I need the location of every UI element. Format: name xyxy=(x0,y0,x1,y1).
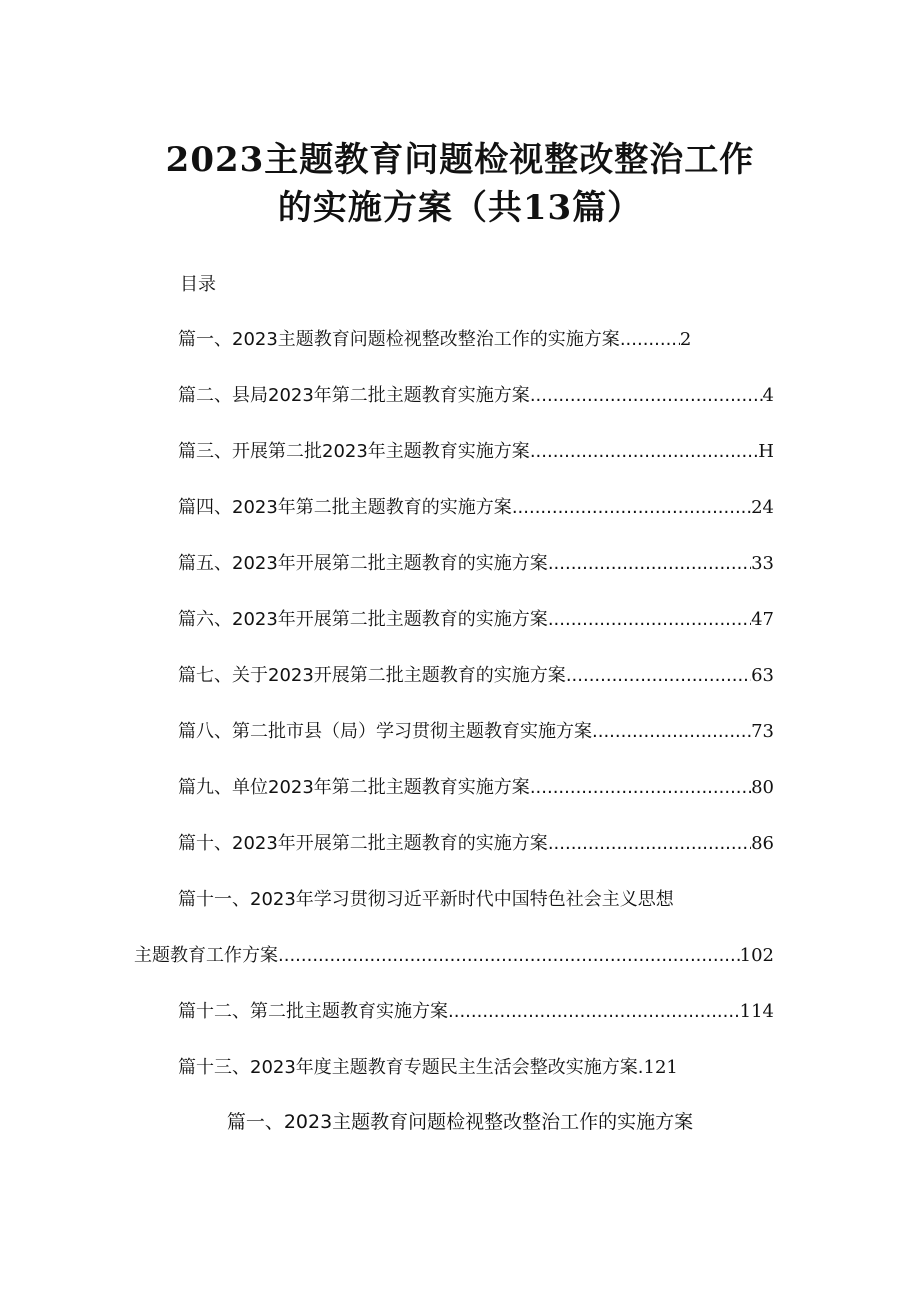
toc-leader-dots xyxy=(548,550,751,578)
toc-entry[interactable] xyxy=(178,662,774,690)
toc-entry[interactable] xyxy=(178,886,674,914)
toc-entry[interactable] xyxy=(178,1054,678,1082)
toc-entry-page: 2 xyxy=(679,329,692,350)
toc-entry-text: 篇七、关于2023开展第二批主题教育的实施方案 xyxy=(178,665,566,686)
toc-entry[interactable] xyxy=(178,830,774,858)
toc-leader-dots xyxy=(548,830,751,858)
toc-entry-page: 114 xyxy=(739,1001,774,1022)
toc-entry[interactable] xyxy=(178,998,774,1026)
section-heading: 篇一、2023主题教育问题检视整改整治工作的实施方案 xyxy=(226,1111,694,1133)
toc-entry-text: 篇五、2023年开展第二批主题教育的实施方案 xyxy=(178,553,548,574)
toc-entry-text: 篇九、单位2023年第二批主题教育实施方案 xyxy=(178,777,530,798)
toc-label: 目录 xyxy=(180,274,216,295)
document-title-line-2: 的实施方案（共13篇） xyxy=(277,188,643,228)
toc-entry-page: 24 xyxy=(751,497,774,518)
toc-entry[interactable] xyxy=(178,718,774,746)
toc-entry-text: 篇十、2023年开展第二批主题教育的实施方案 xyxy=(178,833,548,854)
toc-entry-page: H xyxy=(758,441,774,462)
toc-entry-text: 篇六、2023年开展第二批主题教育的实施方案 xyxy=(178,609,548,630)
toc-entry-text: 篇八、第二批市县（局）学习贯彻主题教育实施方案 xyxy=(178,721,592,742)
toc-leader-dots xyxy=(530,438,758,466)
toc-leader-dots xyxy=(592,718,751,746)
toc-entry-page: 73 xyxy=(751,721,774,742)
toc-leader-dots xyxy=(548,606,751,634)
toc-entry-text: 篇一、2023主题教育问题检视整改整治工作的实施方案 xyxy=(178,329,620,350)
toc-entry-text: 篇四、2023年第二批主题教育的实施方案 xyxy=(178,497,512,518)
toc-entry-page: 86 xyxy=(751,833,774,854)
toc-entry-page: 33 xyxy=(751,553,774,574)
toc-leader-dots xyxy=(530,774,751,802)
toc-entry-page: 121 xyxy=(643,1057,678,1078)
toc-entry-text: 篇十三、2023年度主题教育专题民主生活会整改实施方案. xyxy=(178,1057,644,1078)
toc-entry[interactable] xyxy=(178,382,774,410)
toc-leader-dots xyxy=(530,382,763,410)
toc-leader-dots xyxy=(620,326,680,354)
toc-entry-text: 主题教育工作方案 xyxy=(134,945,278,966)
toc-leader-dots xyxy=(278,942,740,970)
toc-entry[interactable] xyxy=(178,438,774,466)
toc-entry-page: 102 xyxy=(739,945,774,966)
toc-entry[interactable] xyxy=(178,550,774,578)
document-title-line-1: 2023主题教育问题检视整改整治工作 xyxy=(165,140,755,180)
toc-entry[interactable] xyxy=(178,494,774,522)
toc-entry-text: 篇十一、2023年学习贯彻习近平新时代中国特色社会主义思想 xyxy=(178,889,674,910)
toc-leader-dots xyxy=(512,494,751,522)
toc-entry[interactable] xyxy=(178,606,774,634)
toc-entry[interactable] xyxy=(178,326,774,354)
toc-entry-text: 篇二、县局2023年第二批主题教育实施方案 xyxy=(178,385,530,406)
toc-entry[interactable] xyxy=(178,774,774,802)
toc-entry-continuation[interactable] xyxy=(134,942,774,970)
toc-leader-dots xyxy=(448,998,740,1026)
toc-entry-page: 47 xyxy=(751,609,774,630)
toc-leader-dots xyxy=(566,662,751,690)
toc-entry-text: 篇十二、第二批主题教育实施方案 xyxy=(178,1001,448,1022)
toc-entry-text: 篇三、开展第二批2023年主题教育实施方案 xyxy=(178,441,530,462)
toc-entry-page: 63 xyxy=(751,665,774,686)
toc-entry-page: 80 xyxy=(751,777,774,798)
toc-entry-page: 4 xyxy=(762,385,774,406)
